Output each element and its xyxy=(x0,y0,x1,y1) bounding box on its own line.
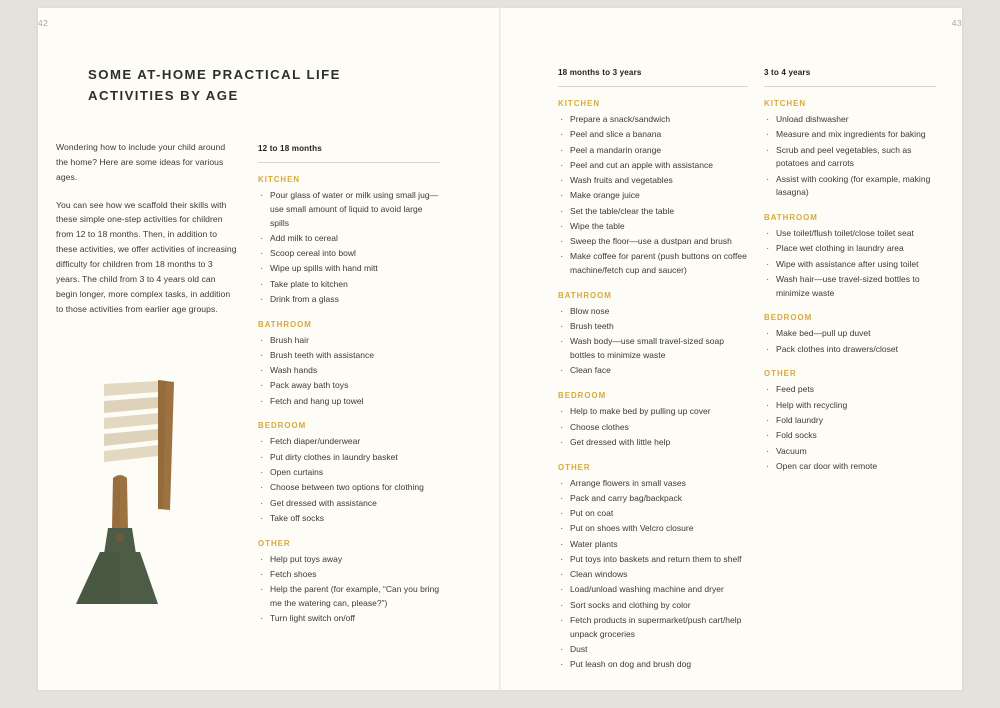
task-item: · Get dressed with assistance xyxy=(258,497,440,511)
room-section xyxy=(258,539,440,626)
column-divider xyxy=(764,86,936,87)
task-item: · Clean windows xyxy=(558,568,748,582)
task-item: · Make orange juice xyxy=(558,189,748,203)
room-section xyxy=(764,99,936,200)
task-item: · Use toilet/flush toilet/close toilet seat xyxy=(764,227,936,241)
task-item: · Wash fruits and vegetables xyxy=(558,174,748,188)
task-item: · Choose clothes xyxy=(558,421,748,435)
intro-text xyxy=(56,140,238,316)
task-item: · Scoop cereal into bowl xyxy=(258,247,440,261)
column-heading: 18 months to 3 years xyxy=(558,68,642,77)
task-item: · Brush hair xyxy=(258,334,440,348)
brush-and-dustpan-illustration xyxy=(70,368,220,608)
task-item: · Get dressed with little help xyxy=(558,436,748,450)
task-item: · Wipe up spills with hand mitt xyxy=(258,262,440,276)
task-item: · Brush teeth xyxy=(558,320,748,334)
task-item: · Clean face xyxy=(558,364,748,378)
task-item: · Assist with cooking (for example, making lasagna) xyxy=(764,173,936,201)
task-item: · Peel a mandarin orange xyxy=(558,144,748,158)
room-section xyxy=(258,175,440,307)
room-heading: BATHROOM xyxy=(258,319,312,329)
task-item: · Pack clothes into drawers/closet xyxy=(764,343,936,357)
column-divider xyxy=(258,162,440,163)
task-item: · Help the parent (for example, “Can you bring me the watering can, please?”) xyxy=(258,583,440,611)
room-heading: BATHROOM xyxy=(558,290,612,300)
column-heading: 3 to 4 years xyxy=(764,68,811,77)
task-item: · Measure and mix ingredients for baking xyxy=(764,128,936,142)
task-item: · Put dirty clothes in laundry basket xyxy=(258,451,440,465)
task-list xyxy=(764,383,936,473)
task-item: · Add milk to cereal xyxy=(258,232,440,246)
task-item: · Load/unload washing machine and dryer xyxy=(558,583,748,597)
room-heading: OTHER xyxy=(558,462,591,472)
task-item: · Put leash on dog and brush dog xyxy=(558,658,748,672)
task-item: · Vacuum xyxy=(764,445,936,459)
task-item: · Fold laundry xyxy=(764,414,936,428)
room-heading: KITCHEN xyxy=(764,99,807,108)
page-title: SOME AT-HOME PRACTICAL LIFE ACTIVITIES BY AGE xyxy=(88,67,341,104)
room-section xyxy=(764,313,936,356)
task-item: · Set the table/clear the table xyxy=(558,205,748,219)
task-item: · Fetch and hang up towel xyxy=(258,395,440,409)
room-heading: KITCHEN xyxy=(558,99,601,108)
task-item: · Drink from a glass xyxy=(258,293,440,307)
task-list xyxy=(558,405,748,449)
task-item: · Place wet clothing in laundry area xyxy=(764,242,936,256)
room-section xyxy=(258,320,440,409)
room-heading: BATHROOM xyxy=(764,213,818,223)
task-item: · Wipe with assistance after using toilet xyxy=(764,258,936,272)
task-item: · Open curtains xyxy=(258,466,440,480)
task-item: · Put on shoes with Velcro closure xyxy=(558,522,748,536)
room-section xyxy=(764,213,936,300)
room-section xyxy=(558,291,748,378)
task-item: · Pack and carry bag/backpack xyxy=(558,492,748,506)
task-list xyxy=(558,477,748,672)
task-item: · Blow nose xyxy=(558,305,748,319)
task-list xyxy=(258,553,440,626)
task-item: · Wipe the table xyxy=(558,220,748,234)
task-item: · Take off socks xyxy=(258,512,440,526)
task-list xyxy=(764,113,936,200)
task-item: · Choose between two options for clothing xyxy=(258,481,440,495)
task-list xyxy=(764,327,936,356)
room-heading: BEDROOM xyxy=(764,313,813,323)
task-list xyxy=(558,113,748,278)
task-item: · Prepare a snack/sandwich xyxy=(558,113,748,127)
task-item: · Help to make bed by pulling up cover xyxy=(558,405,748,419)
task-item: · Sort socks and clothing by color xyxy=(558,599,748,613)
task-item: · Peel and cut an apple with assistance xyxy=(558,159,748,173)
task-item: · Take plate to kitchen xyxy=(258,278,440,292)
room-heading: BEDROOM xyxy=(258,421,307,431)
task-item: · Feed pets xyxy=(764,383,936,397)
task-item: · Pour glass of water or milk using small jug—use small amount of liquid to avoid large spills xyxy=(258,189,440,230)
task-item: · Make bed—pull up duvet xyxy=(764,327,936,341)
task-list xyxy=(558,305,748,378)
task-item: · Wash body—use small travel-sized soap bottles to minimize waste xyxy=(558,335,748,363)
task-item: · Wash hands xyxy=(258,364,440,378)
task-item: · Scrub and peel vegetables, such as potatoes and carrots xyxy=(764,144,936,172)
task-item: · Unload dishwasher xyxy=(764,113,936,127)
room-heading: BEDROOM xyxy=(558,391,607,401)
task-list xyxy=(258,189,440,307)
task-list xyxy=(258,334,440,409)
task-list xyxy=(764,227,936,300)
task-item: · Peel and slice a banana xyxy=(558,128,748,142)
task-item: · Dust xyxy=(558,643,748,657)
task-item: · Fetch diaper/underwear xyxy=(258,435,440,449)
column-divider xyxy=(558,86,748,87)
room-section xyxy=(558,99,748,278)
task-item: · Pack away bath toys xyxy=(258,379,440,393)
task-item: · Fold socks xyxy=(764,429,936,443)
page-number-left: 42 xyxy=(38,18,49,28)
task-list xyxy=(258,435,440,525)
task-item: · Put toys into baskets and return them to shelf xyxy=(558,553,748,567)
room-section xyxy=(258,421,440,525)
task-item: · Fetch products in supermarket/push cart/help unpack groceries xyxy=(558,614,748,642)
intro-paragraph: Wondering how to include your child around the home? Here are some ideas for various ages. xyxy=(56,142,226,182)
task-item: · Sweep the floor—use a dustpan and brush xyxy=(558,235,748,249)
task-item: · Make coffee for parent (push buttons on coffee machine/fetch cup and saucer) xyxy=(558,250,748,278)
room-section xyxy=(558,463,748,672)
column-18-months-to-3-years xyxy=(558,68,748,674)
task-item: · Open car door with remote xyxy=(764,460,936,474)
room-heading: OTHER xyxy=(764,369,797,379)
task-item: · Arrange flowers in small vases xyxy=(558,477,748,491)
page-number-right: 43 xyxy=(951,18,962,28)
column-heading: 12 to 18 months xyxy=(258,144,322,153)
room-section xyxy=(764,369,936,473)
task-item: · Water plants xyxy=(558,538,748,552)
room-heading: OTHER xyxy=(258,538,291,548)
task-item: · Help put toys away xyxy=(258,553,440,567)
task-item: · Put on coat xyxy=(558,507,748,521)
room-heading: KITCHEN xyxy=(258,175,301,184)
intro-paragraph: You can see how we scaffold their skills with these simple one-step activities for children from 12 to 18 months. Then, in addition to these activities, we offer activities of increasing difficulty for children from 18 months to 3 years. The child from 3 to 4 years old can begin longer, more complex tasks, in addition to those activities from earlier age groups. xyxy=(56,199,237,314)
task-item: · Fetch shoes xyxy=(258,568,440,582)
room-section xyxy=(558,391,748,449)
column-3-to-4-years xyxy=(764,68,936,475)
task-item: · Wash hair—use travel-sized bottles to minimize waste xyxy=(764,273,936,301)
task-item: · Help with recycling xyxy=(764,399,936,413)
task-item: · Brush teeth with assistance xyxy=(258,349,440,363)
column-12-to-18-months xyxy=(258,144,440,627)
task-item: · Turn light switch on/off xyxy=(258,612,440,626)
